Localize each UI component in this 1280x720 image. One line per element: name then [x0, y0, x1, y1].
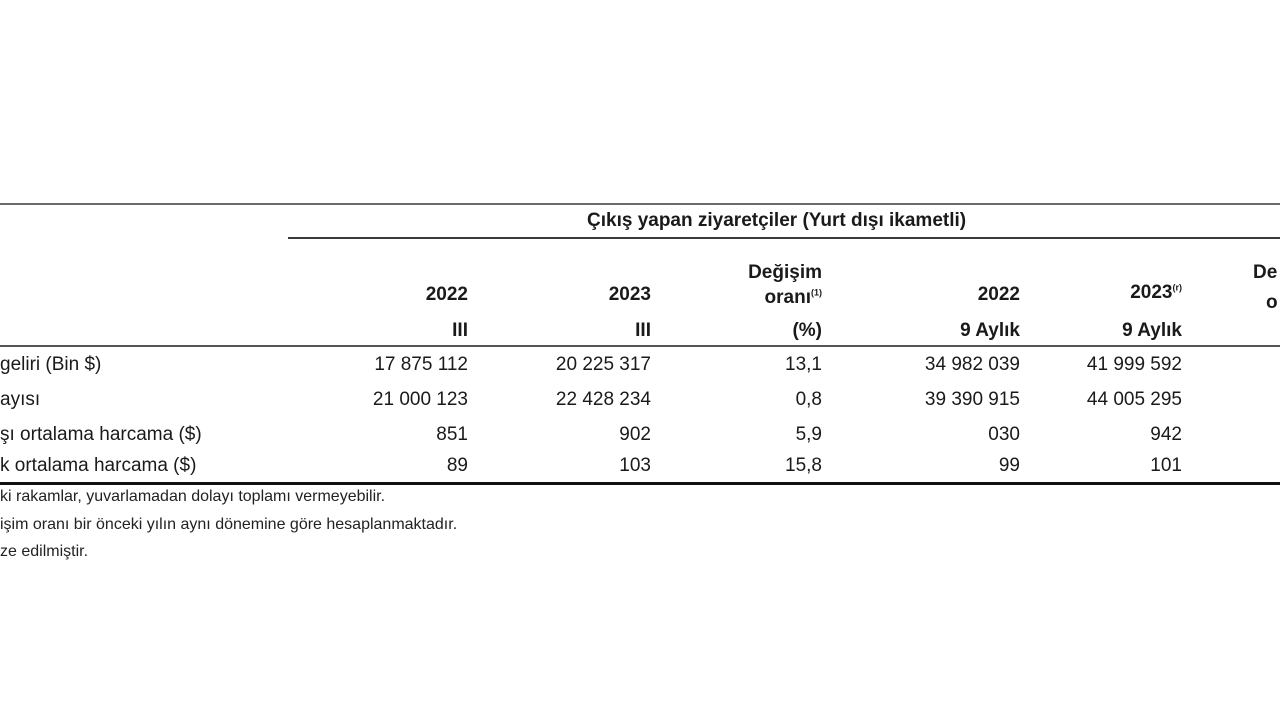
footnote-1: ki rakamlar, yuvarlamadan dolayı toplamı vermeyebilir.: [0, 488, 386, 505]
table-cell: 41 999 592: [1086, 354, 1182, 375]
header-col5-year: 2023$^{(r)}$: [1130, 282, 1182, 303]
table-cell: 5,9: [795, 424, 822, 445]
table-cell: 21 000 123: [372, 389, 468, 410]
header-bottom-rule: [0, 345, 1280, 347]
footnote-3: ze edilmiştir.: [0, 543, 89, 560]
table-top-rule: [0, 203, 1280, 205]
table-cell: 851: [436, 424, 468, 445]
table-cell: 89: [446, 455, 468, 476]
table-cell: 44 005 295: [1086, 389, 1182, 410]
table-cell: 22 428 234: [555, 389, 651, 410]
footnote-2: işim oranı bir önceki yılın aynı dönemine göre hesaplanmaktadır.: [0, 516, 458, 533]
table-cell: 942: [1150, 424, 1182, 445]
row-label-avg-per-night: k ortalama harcama ($): [0, 455, 197, 476]
table-cell: 39 390 915: [924, 389, 1020, 410]
row-label-revenue: geliri (Bin $): [0, 354, 102, 375]
header-col4-period: 9 Aylık: [960, 320, 1020, 341]
header-col5-period: 9 Aylık: [1122, 320, 1182, 341]
header-col3-line1: Değişim: [748, 262, 822, 283]
header-col1-period: III: [452, 320, 468, 341]
row-label-count: ayısı: [0, 389, 41, 410]
group-header-rule: [288, 237, 1280, 239]
row-label-avg-per-person: şı ortalama harcama ($): [0, 424, 202, 445]
table-cell: 103: [619, 455, 651, 476]
header-col4-year: 2022: [977, 284, 1020, 305]
table-bottom-rule: [0, 482, 1280, 485]
table-cell: 13,1: [785, 354, 822, 375]
header-col3-line2: oranı$^{(1)}$: [764, 287, 822, 308]
table-cell: 902: [619, 424, 651, 445]
table-cell: 030: [988, 424, 1020, 445]
header-col3-line3: (%): [792, 320, 822, 341]
header-col2-year: 2023: [608, 284, 651, 305]
table-cell: 34 982 039: [924, 354, 1020, 375]
header-col1-year: 2022: [425, 284, 468, 305]
header-col6-line2: o: [1266, 292, 1278, 313]
header-col6-line1: De: [1253, 262, 1278, 283]
table-cell: 101: [1150, 455, 1182, 476]
header-col2-period: III: [635, 320, 651, 341]
table-cell: 20 225 317: [555, 354, 651, 375]
table-cell: 17 875 112: [374, 354, 468, 375]
table-cell: 99: [998, 455, 1020, 476]
group-title: Çıkış yapan ziyaretçiler (Yurt dışı ikametli): [587, 210, 967, 231]
table-cell: 0,8: [795, 389, 822, 410]
table-cell: 15,8: [785, 455, 822, 476]
